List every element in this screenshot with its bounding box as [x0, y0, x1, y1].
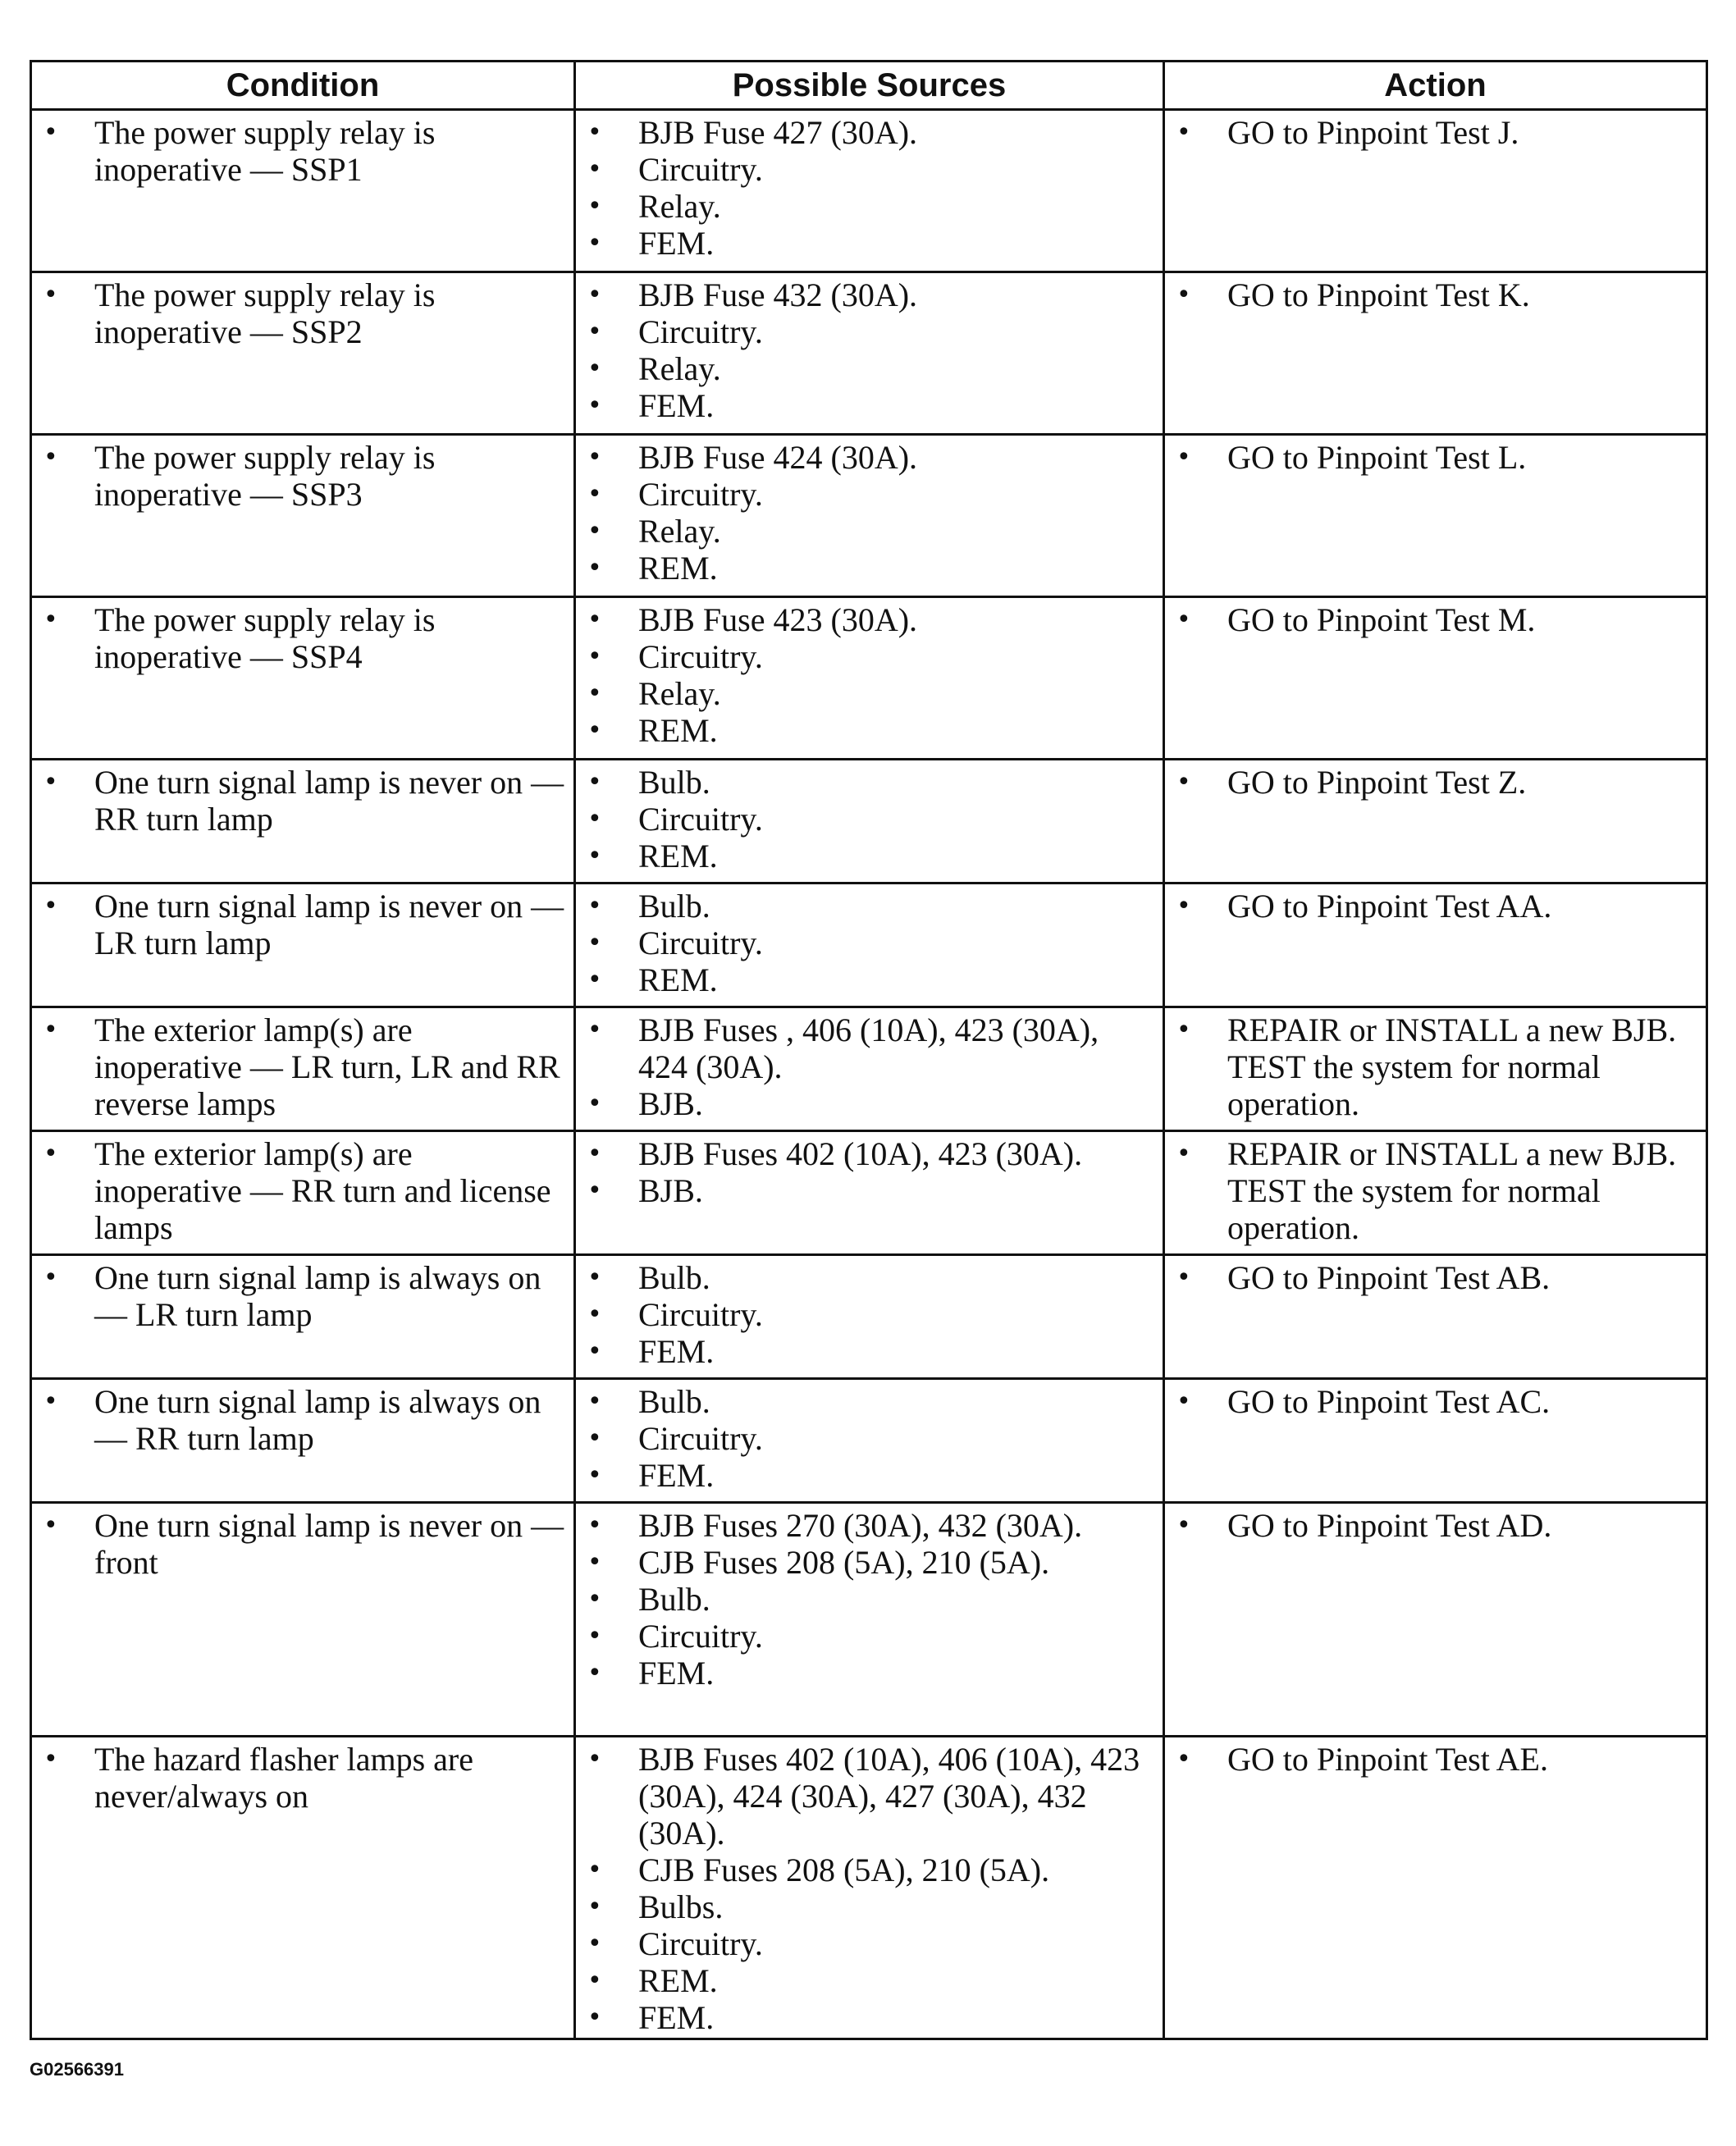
sources-list [576, 111, 1163, 263]
bullet-item: • GO to Pinpoint Test J. [1173, 114, 1697, 151]
bullet-item: • Bulb. [584, 888, 1154, 925]
condition-list [32, 1380, 573, 1459]
bullet-item: • REM. [584, 550, 1154, 587]
bullet-item: • The power supply relay is inoperative — SSP1 [40, 114, 565, 188]
possible-sources-cell [575, 760, 1164, 884]
table-row [31, 1737, 1707, 2039]
bullet-item: • The power supply relay is inoperative — SSP2 [40, 276, 565, 350]
action-list [1165, 760, 1706, 802]
condition-header: Condition [31, 62, 575, 110]
condition-cell [31, 884, 575, 1007]
table-row [31, 1131, 1707, 1255]
condition-list [32, 760, 573, 839]
action-cell [1164, 884, 1707, 1007]
bullet-item: • One turn signal lamp is never on — front [40, 1507, 565, 1581]
bullet-item: • FEM. [584, 1333, 1154, 1370]
sources-list [576, 1737, 1163, 2038]
table-body [31, 110, 1707, 2039]
bullet-item: • FEM. [584, 387, 1154, 424]
possible-sources-cell [575, 435, 1164, 597]
table-row [31, 1503, 1707, 1737]
bullet-item: • One turn signal lamp is never on — LR turn lamp [40, 888, 565, 961]
bullet-item: • Circuitry. [584, 476, 1154, 513]
table-header-row [31, 62, 1707, 110]
bullet-item: • GO to Pinpoint Test AE. [1173, 1741, 1697, 1778]
bullet-item: • CJB Fuses 208 (5A), 210 (5A). [584, 1851, 1154, 1888]
condition-list [32, 1132, 573, 1248]
bullet-item: • Circuitry. [584, 801, 1154, 838]
bullet-item: • GO to Pinpoint Test K. [1173, 276, 1697, 313]
possible-sources-cell [575, 884, 1164, 1007]
condition-cell [31, 1737, 575, 2039]
bullet-item: • REM. [584, 961, 1154, 998]
bullet-item: • Circuitry. [584, 1925, 1154, 1962]
bullet-item: • FEM. [584, 1457, 1154, 1494]
sources-list [576, 273, 1163, 426]
bullet-item: • One turn signal lamp is always on — RR turn lamp [40, 1383, 565, 1457]
bullet-item: • Circuitry. [584, 313, 1154, 350]
bullet-item: • BJB Fuses 402 (10A), 406 (10A), 423 (30A), 424 (30A), 427 (30A), 432 (30A). [584, 1741, 1154, 1851]
table-row [31, 1379, 1707, 1503]
action-cell [1164, 1007, 1707, 1131]
bullet-item: • The exterior lamp(s) are inoperative — RR turn and license lamps [40, 1135, 565, 1246]
bullet-item: • Relay. [584, 188, 1154, 225]
table-row [31, 1255, 1707, 1379]
table-row [31, 1007, 1707, 1131]
possible-sources-cell [575, 110, 1164, 272]
possible-sources-cell [575, 1007, 1164, 1131]
diagnostic-table [30, 60, 1708, 2040]
condition-list [32, 884, 573, 963]
condition-cell [31, 760, 575, 884]
sources-list [576, 760, 1163, 876]
bullet-item: • BJB. [584, 1085, 1154, 1122]
condition-list [32, 1504, 573, 1582]
action-cell [1164, 1503, 1707, 1737]
bullet-item: • Relay. [584, 350, 1154, 387]
bullet-item: • Circuitry. [584, 1296, 1154, 1333]
action-cell [1164, 760, 1707, 884]
action-cell [1164, 1737, 1707, 2039]
bullet-item: • The hazard flasher lamps are never/always on [40, 1741, 565, 1815]
condition-cell [31, 1255, 575, 1379]
bullet-item: • BJB. [584, 1172, 1154, 1209]
action-cell [1164, 597, 1707, 760]
bullet-item: • GO to Pinpoint Test AA. [1173, 888, 1697, 925]
condition-list [32, 111, 573, 189]
bullet-item: • REM. [584, 1962, 1154, 1999]
action-header: Action [1164, 62, 1707, 110]
bullet-item: • Circuitry. [584, 1618, 1154, 1655]
bullet-item: • BJB Fuse 423 (30A). [584, 601, 1154, 638]
bullet-item: • Circuitry. [584, 151, 1154, 188]
sources-list [576, 1008, 1163, 1124]
bullet-item: • Bulb. [584, 1581, 1154, 1618]
action-cell [1164, 1379, 1707, 1503]
table-row [31, 760, 1707, 884]
figure-id: G02566391 [30, 2059, 124, 2080]
condition-list [32, 1256, 573, 1335]
possible-sources-cell [575, 1379, 1164, 1503]
action-cell [1164, 110, 1707, 272]
sources-list [576, 436, 1163, 588]
action-list [1165, 1008, 1706, 1124]
bullet-item: • Circuitry. [584, 1420, 1154, 1457]
possible-sources-cell [575, 597, 1164, 760]
possible-sources-cell [575, 1503, 1164, 1737]
condition-list [32, 1008, 573, 1124]
possible-sources-cell [575, 272, 1164, 435]
sources-list [576, 1504, 1163, 1693]
bullet-item: • The power supply relay is inoperative — SSP4 [40, 601, 565, 675]
bullet-item: • BJB Fuse 424 (30A). [584, 439, 1154, 476]
bullet-item: • BJB Fuses , 406 (10A), 423 (30A), 424 (30A). [584, 1011, 1154, 1085]
action-list [1165, 884, 1706, 926]
bullet-item: • Bulb. [584, 764, 1154, 801]
condition-list [32, 436, 573, 514]
action-list [1165, 1132, 1706, 1248]
condition-cell [31, 1131, 575, 1255]
condition-list [32, 598, 573, 677]
bullet-item: • One turn signal lamp is never on — RR turn lamp [40, 764, 565, 838]
bullet-item: • Relay. [584, 675, 1154, 712]
action-cell [1164, 1131, 1707, 1255]
bullet-item: • FEM. [584, 225, 1154, 262]
action-cell [1164, 1255, 1707, 1379]
bullet-item: • FEM. [584, 1655, 1154, 1692]
action-list [1165, 111, 1706, 153]
condition-list [32, 273, 573, 352]
table-row [31, 110, 1707, 272]
table-row [31, 597, 1707, 760]
table-row [31, 884, 1707, 1007]
sources-list [576, 1380, 1163, 1495]
bullet-item: • GO to Pinpoint Test M. [1173, 601, 1697, 638]
bullet-item: • Bulb. [584, 1383, 1154, 1420]
bullet-item: • Bulbs. [584, 1888, 1154, 1925]
condition-cell [31, 435, 575, 597]
bullet-item: • GO to Pinpoint Test AB. [1173, 1259, 1697, 1296]
condition-cell [31, 1379, 575, 1503]
bullet-item: • REPAIR or INSTALL a new BJB. TEST the system for normal operation. [1173, 1135, 1697, 1246]
bullet-item: • BJB Fuses 270 (30A), 432 (30A). [584, 1507, 1154, 1544]
bullet-item: • REM. [584, 838, 1154, 874]
possible-sources-cell [575, 1737, 1164, 2039]
action-list [1165, 1737, 1706, 1779]
bullet-item: • Relay. [584, 513, 1154, 550]
bullet-item: • REPAIR or INSTALL a new BJB. TEST the system for normal operation. [1173, 1011, 1697, 1122]
bullet-item: • BJB Fuses 402 (10A), 423 (30A). [584, 1135, 1154, 1172]
condition-list [32, 1737, 573, 1816]
action-list [1165, 273, 1706, 315]
condition-cell [31, 272, 575, 435]
possible-sources-cell [575, 1255, 1164, 1379]
action-cell [1164, 435, 1707, 597]
bullet-item: • GO to Pinpoint Test Z. [1173, 764, 1697, 801]
sources-list [576, 598, 1163, 751]
condition-cell [31, 110, 575, 272]
sources-list [576, 1132, 1163, 1211]
bullet-item: • Circuitry. [584, 925, 1154, 961]
bullet-item: • Bulb. [584, 1259, 1154, 1296]
bullet-item: • BJB Fuse 432 (30A). [584, 276, 1154, 313]
sources-list [576, 884, 1163, 1000]
bullet-item: • REM. [584, 712, 1154, 749]
condition-cell [31, 1007, 575, 1131]
bullet-item: • The power supply relay is inoperative — SSP3 [40, 439, 565, 513]
bullet-item: • GO to Pinpoint Test AC. [1173, 1383, 1697, 1420]
bullet-item: • Circuitry. [584, 638, 1154, 675]
bullet-item: • One turn signal lamp is always on — LR turn lamp [40, 1259, 565, 1333]
action-list [1165, 436, 1706, 477]
bullet-item: • FEM. [584, 1999, 1154, 2036]
possible-sources-header: Possible Sources [575, 62, 1164, 110]
table-row [31, 435, 1707, 597]
action-cell [1164, 272, 1707, 435]
action-list [1165, 1380, 1706, 1422]
bullet-item: • GO to Pinpoint Test L. [1173, 439, 1697, 476]
action-list [1165, 598, 1706, 640]
action-list [1165, 1504, 1706, 1546]
bullet-item: • The exterior lamp(s) are inoperative — LR turn, LR and RR reverse lamps [40, 1011, 565, 1122]
possible-sources-cell [575, 1131, 1164, 1255]
bullet-item: • BJB Fuse 427 (30A). [584, 114, 1154, 151]
table-row [31, 272, 1707, 435]
condition-cell [31, 597, 575, 760]
bullet-item: • GO to Pinpoint Test AD. [1173, 1507, 1697, 1544]
bullet-item: • CJB Fuses 208 (5A), 210 (5A). [584, 1544, 1154, 1581]
sources-list [576, 1256, 1163, 1372]
condition-cell [31, 1503, 575, 1737]
action-list [1165, 1256, 1706, 1298]
